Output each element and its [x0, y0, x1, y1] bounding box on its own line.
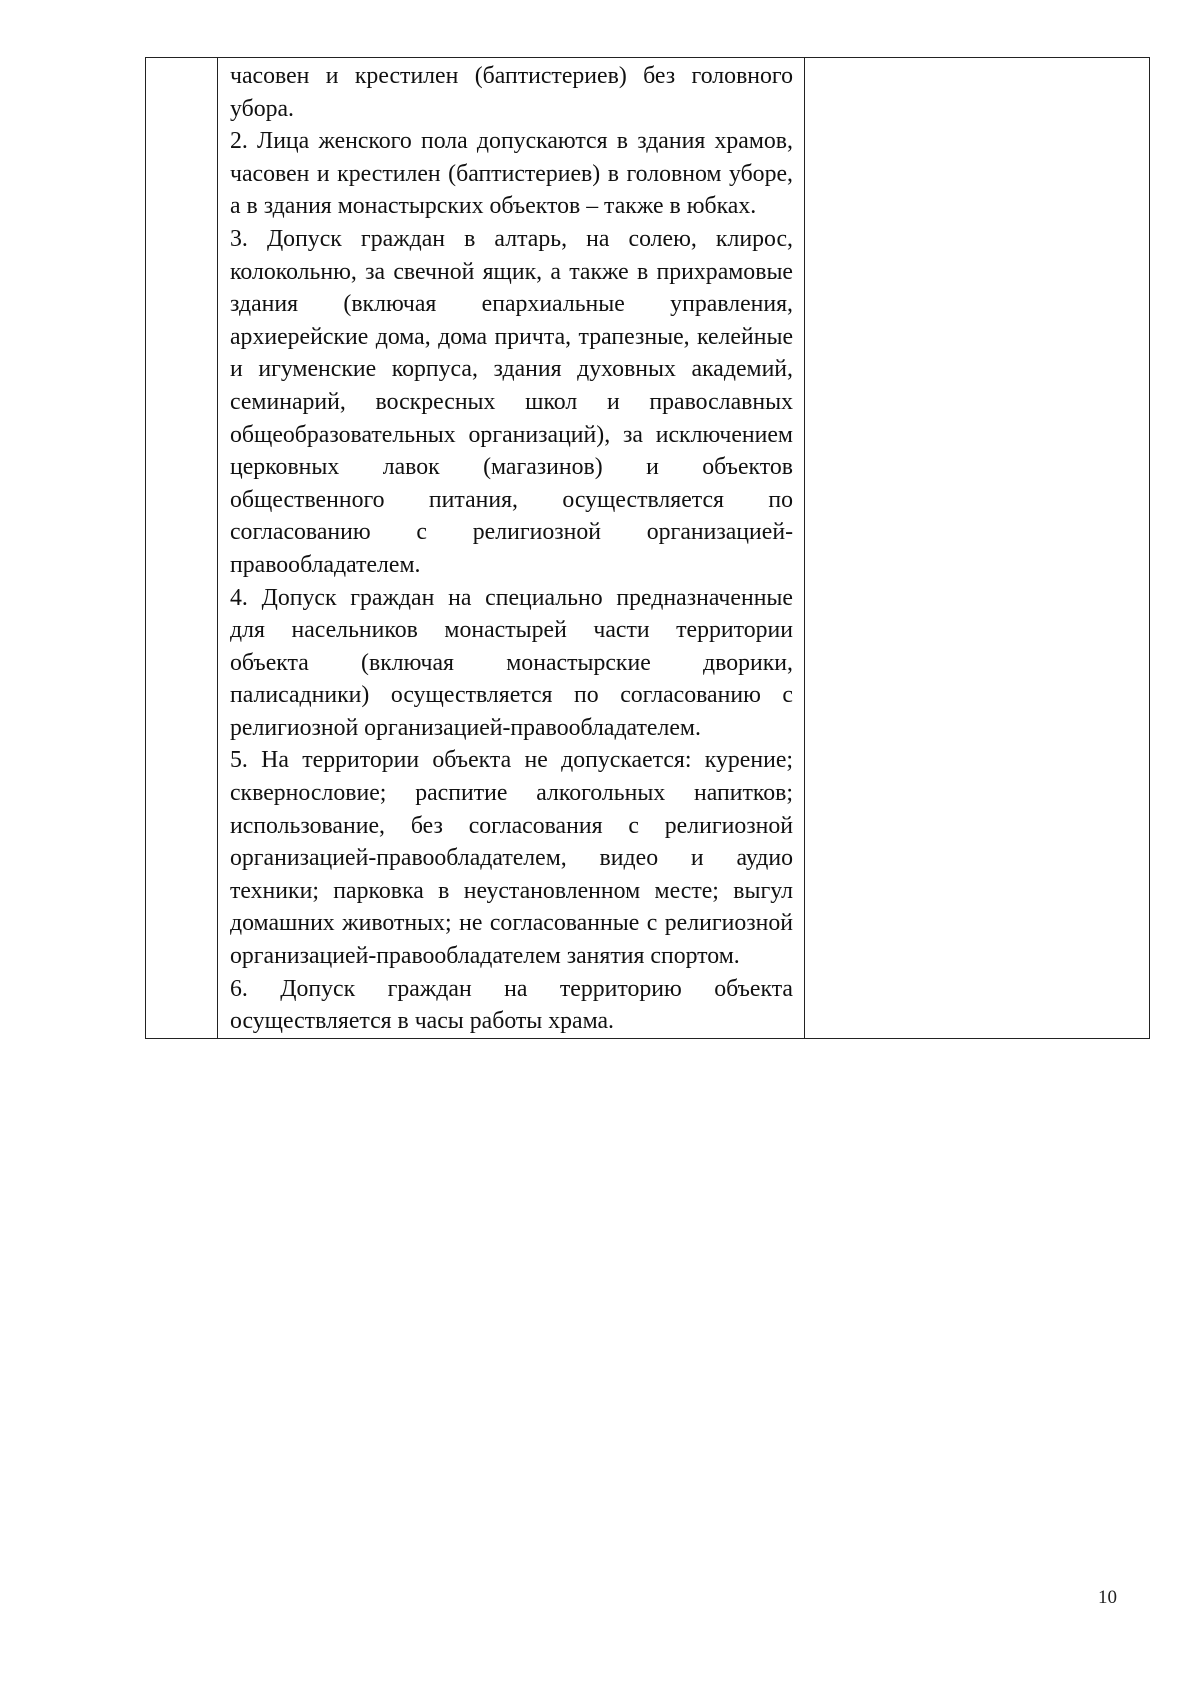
paragraph-rule-2: 2. Лица женского пола допускаются в здания храмов, часовен и крестилен (баптистериев) в головном уборе, а в здания монастырских объектов – также в юбках. — [230, 128, 793, 220]
extra-cell — [805, 58, 1150, 1039]
paragraph-rule-4: 4. Допуск граждан на специально предназначенные для насельников монастырей части территории объекта (включая монастырские дворики, палисадники) осуществляется по согласованию с религиозной организацией-правообладателем. — [230, 584, 793, 741]
number-cell — [146, 58, 218, 1039]
rules-text-cell — [218, 58, 805, 1039]
paragraph-continuation: часовен и крестилен (баптистериев) без головного убора. — [230, 63, 793, 122]
paragraph-rule-5: 5. На территории объекта не допускается: курение; сквернословие; распитие алкогольных напитков; использование, без согласования с религиозной организацией-правообладателем, видео и аудио техники; парковка в неустановленном месте; выгул домашних животных; не согласованные с религиозной организацией-правообладателем занятия спортом. — [230, 747, 793, 970]
page-number: 10 — [1098, 1587, 1117, 1608]
paragraph-rule-3: 3. Допуск граждан в алтарь, на солею, клирос, колокольню, за свечной ящик, а также в прихрамовые здания (включая епархиальные управления, архиерейские дома, дома причта, трапезные, келейные и игуменские корпуса, здания духовных академий, семинарий, воскресных школ и православных общеобразовательных организаций), за исключением церковных лавок (магазинов) и объектов общественного питания, осуществляется по согласованию с религиозной организацией-правообладателем. — [230, 225, 793, 578]
table-row — [146, 58, 1150, 1039]
requirements-table — [145, 57, 1150, 1039]
paragraph-rule-6: 6. Допуск граждан на территорию объекта осуществляется в часы работы храма. — [230, 975, 793, 1035]
